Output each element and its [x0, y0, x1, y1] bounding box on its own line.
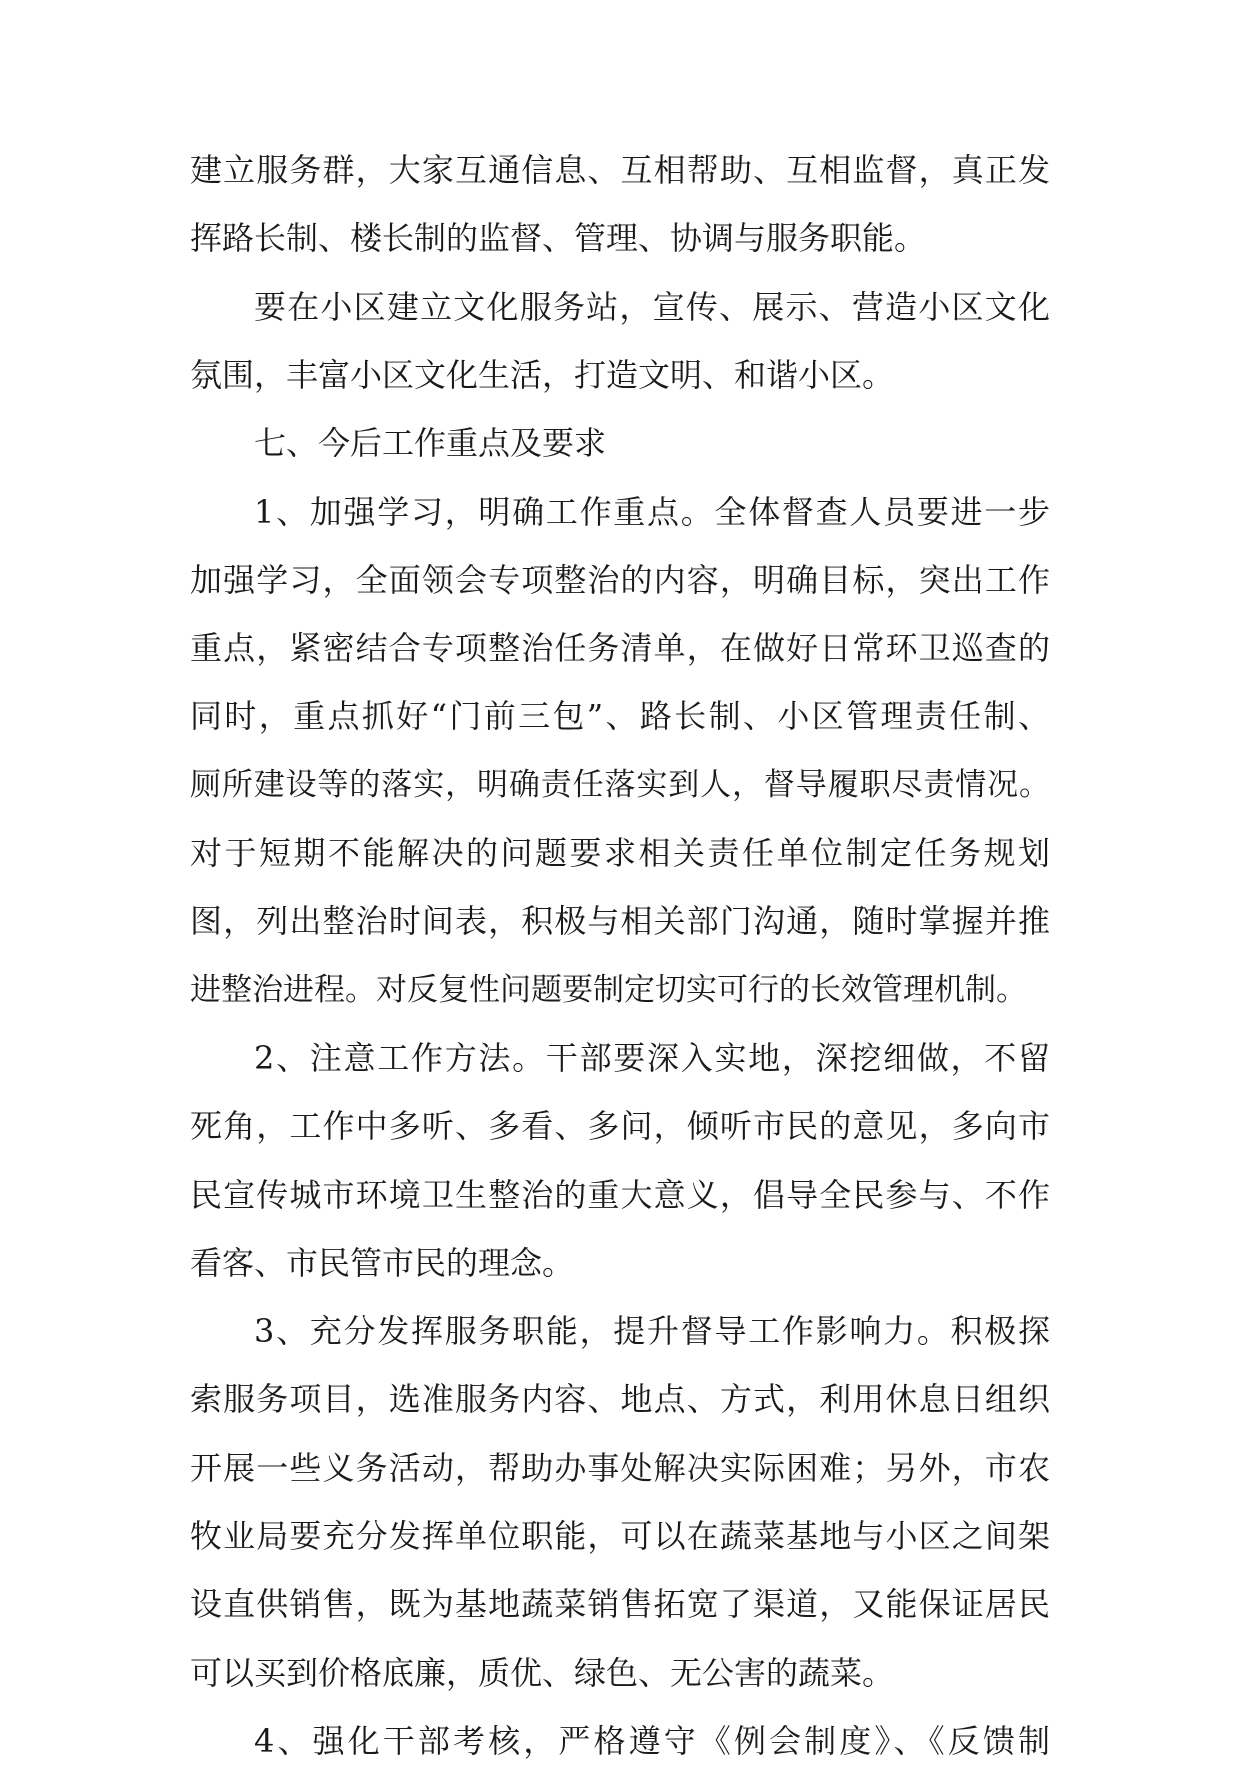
text-line: 4、强化干部考核，严格遵守《例会制度》、《反馈制 [254, 1722, 1050, 1760]
text-line: 同时，重点抓好“门前三包”、路长制、小区管理责任制、 [190, 697, 1050, 735]
text-line: 要在小区建立文化服务站，宣传、展示、营造小区文化 [254, 288, 1050, 326]
text-line: 加强学习，全面领会专项整治的内容，明确目标，突出工作 [190, 561, 1050, 599]
text-line: 死角，工作中多听、多看、多问，倾听市民的意见，多向市 [190, 1107, 1050, 1145]
text-line: 设直供销售，既为基地蔬菜销售拓宽了渠道，又能保证居民 [190, 1585, 1050, 1623]
text-line: 3、充分发挥服务职能，提升督导工作影响力。积极探 [254, 1312, 1050, 1350]
text-line: 牧业局要充分发挥单位职能，可以在蔬菜基地与小区之间架 [190, 1517, 1050, 1555]
text-line: 建立服务群，大家互通信息、互相帮助、互相监督，真正发 [190, 151, 1050, 189]
text-line: 开展一些义务活动，帮助办事处解决实际困难；另外，市农 [190, 1449, 1050, 1487]
text-line: 对于短期不能解决的问题要求相关责任单位制定任务规划 [190, 834, 1050, 872]
text-line: 可以买到价格底廉，质优、绿色、无公害的蔬菜。 [190, 1654, 895, 1692]
text-line: 厕所建设等的落实，明确责任落实到人，督导履职尽责情况。 [190, 767, 1050, 803]
text-line: 氛围，丰富小区文化生活，打造文明、和谐小区。 [190, 356, 895, 394]
text-line: 进整治进程。对反复性问题要制定切实可行的长效管理机制。 [190, 972, 1027, 1008]
text-line: 1、加强学习，明确工作重点。全体督查人员要进一步 [254, 493, 1050, 531]
text-line: 索服务项目，选准服务内容、地点、方式，利用休息日组织 [190, 1380, 1050, 1418]
text-line: 民宣传城市环境卫生整治的重大意义，倡导全民参与、不作 [190, 1176, 1050, 1214]
text-line: 看客、市民管市民的理念。 [190, 1244, 575, 1282]
text-line: 图，列出整治时间表，积极与相关部门沟通，随时掌握并推 [190, 902, 1050, 940]
text-line: 2、注意工作方法。干部要深入实地，深挖细做，不留 [254, 1039, 1050, 1077]
text-line: 挥路长制、楼长制的监督、管理、协调与服务职能。 [190, 219, 927, 257]
text-line: 重点，紧密结合专项整治任务清单，在做好日常环卫巡查的 [190, 629, 1050, 667]
section-heading: 七、今后工作重点及要求 [254, 424, 607, 462]
